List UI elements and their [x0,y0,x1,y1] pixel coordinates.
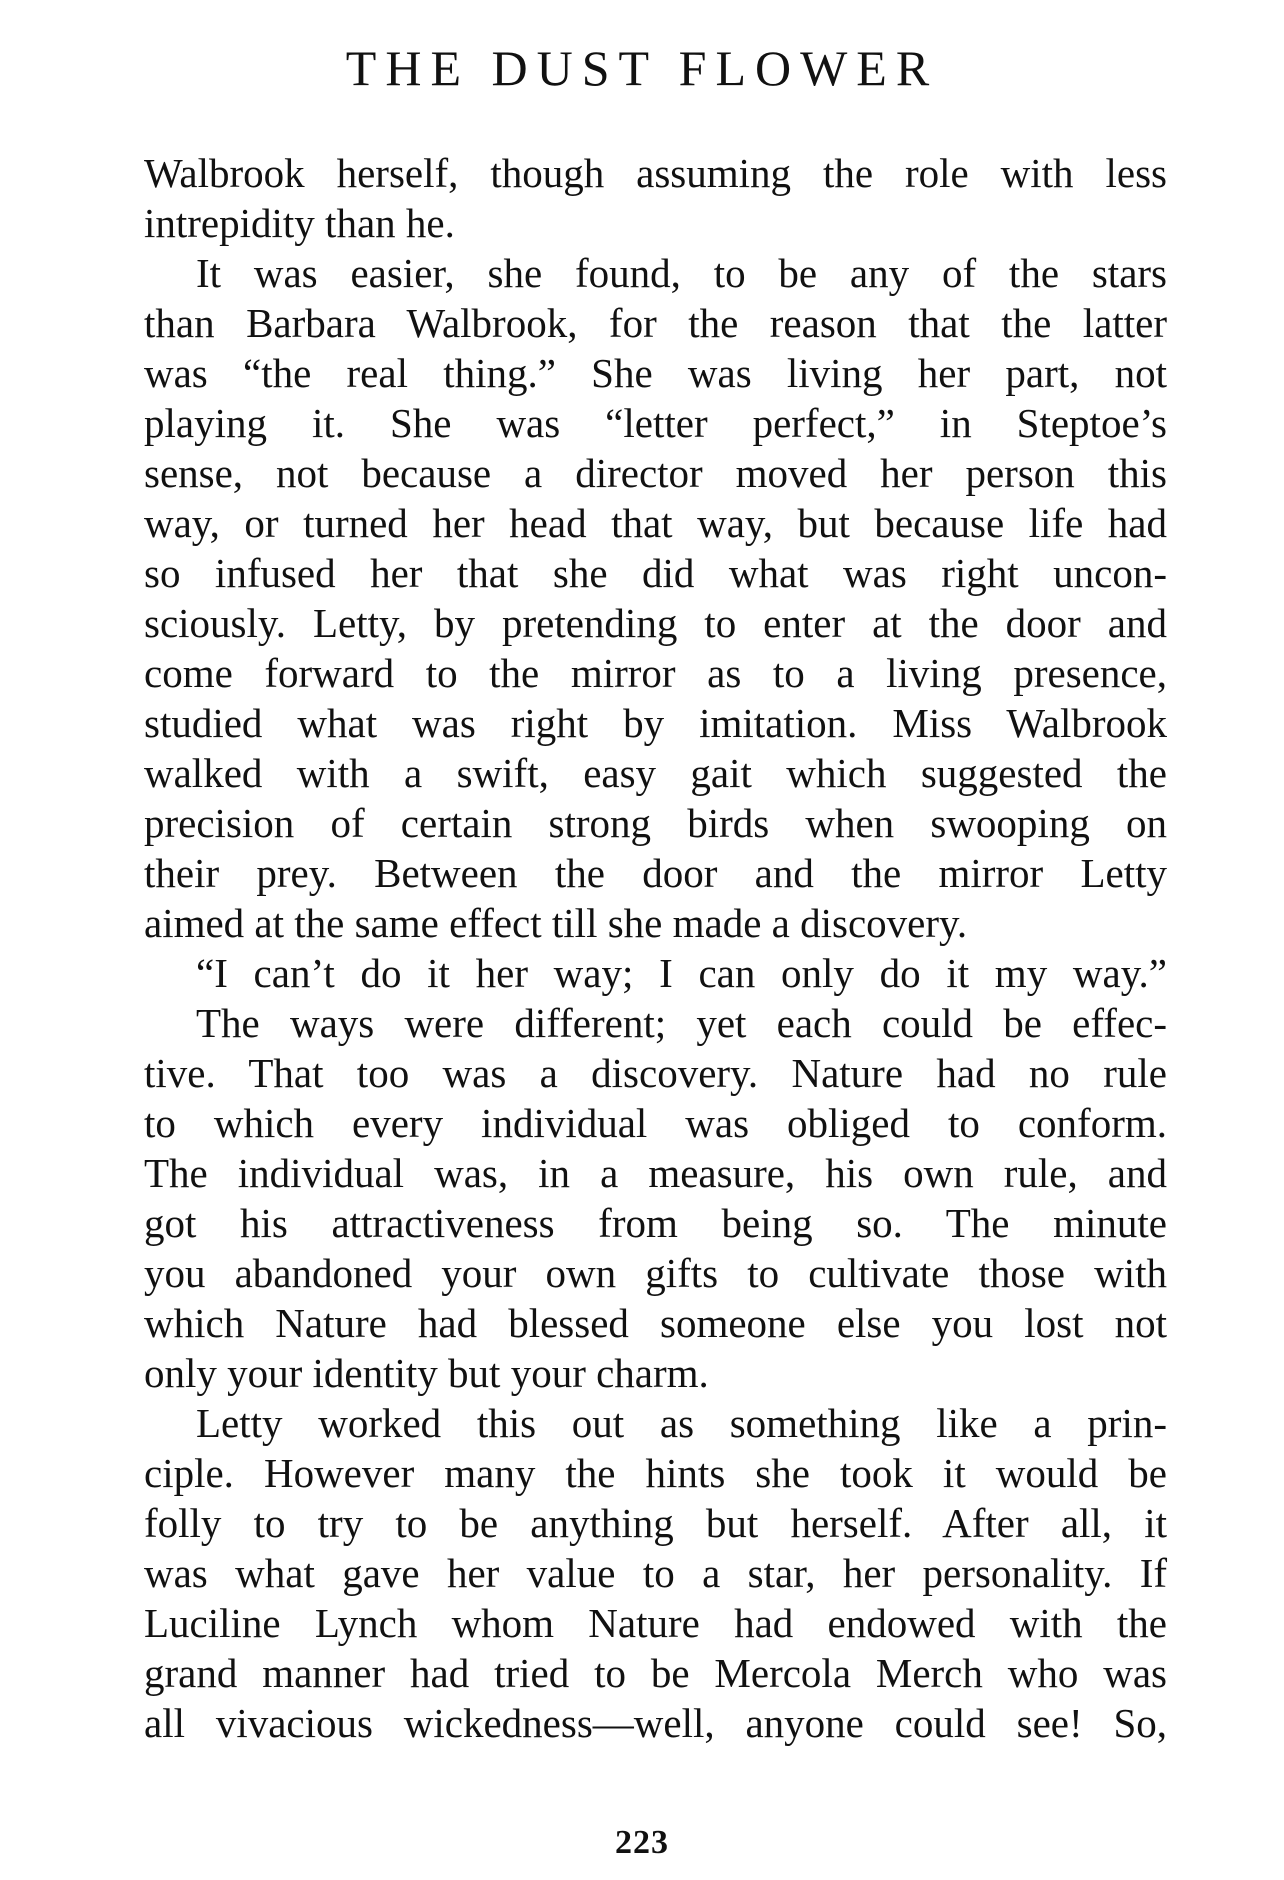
text-line: to which every individual was obliged to conform. [144,1100,1167,1146]
text-line: ciple. However many the hints she took it would be [144,1450,1167,1496]
running-head: THE DUST FLOWER [345,40,939,96]
text-line: aimed at the same effect till she made a discovery. [144,900,968,946]
text-line: tive. That too was a discovery. Nature had no rule [144,1050,1167,1096]
text-line: which Nature had blessed someone else you lost not [144,1300,1167,1346]
text-line: “I can’t do it her way; I can only do it my way.” [196,950,1167,996]
text-line: their prey. Between the door and the mirror Letty [144,850,1167,896]
text-line: studied what was right by imitation. Miss Walbrook [144,700,1167,746]
text-line: was what gave her value to a star, her personality. If [144,1550,1167,1596]
text-line: you abandoned your own gifts to cultivate those with [144,1250,1167,1296]
text-line: grand manner had tried to be Mercola Merch who was [144,1650,1167,1696]
text-line: so infused her that she did what was right uncon- [144,550,1167,596]
text-line: walked with a swift, easy gait which suggested the [144,750,1167,796]
text-line: playing it. She was “letter perfect,” in Steptoe’s [144,400,1167,446]
text-line: sciously. Letty, by pretending to enter at the door and [144,600,1167,646]
text-line: got his attractiveness from being so. The minute [144,1200,1167,1246]
body-text [144,148,1167,1748]
text-line: The individual was, in a measure, his own rule, and [144,1150,1167,1196]
text-line: Walbrook herself, though assuming the role with less [144,150,1167,196]
text-line: sense, not because a director moved her person this [144,450,1167,496]
text-line: Luciline Lynch whom Nature had endowed with the [144,1600,1167,1646]
text-line: folly to try to be anything but herself. After all, it [144,1500,1167,1546]
text-line: come forward to the mirror as to a living presence, [144,650,1167,696]
page-number: 223 [615,1824,669,1861]
text-line: The ways were different; yet each could be effec- [196,1000,1167,1046]
text-line: all vivacious wickedness—well, anyone could see! So, [144,1700,1167,1746]
text-line: only your identity but your charm. [144,1350,709,1396]
text-line: It was easier, she found, to be any of the stars [196,250,1167,296]
text-line: intrepidity than he. [144,200,455,246]
text-line: way, or turned her head that way, but because life had [144,500,1167,546]
text-line: than Barbara Walbrook, for the reason that the latter [144,300,1167,346]
text-line: Letty worked this out as something like a prin- [196,1400,1167,1446]
text-line: precision of certain strong birds when swooping on [144,800,1167,846]
text-line: was “the real thing.” She was living her part, not [144,350,1167,396]
